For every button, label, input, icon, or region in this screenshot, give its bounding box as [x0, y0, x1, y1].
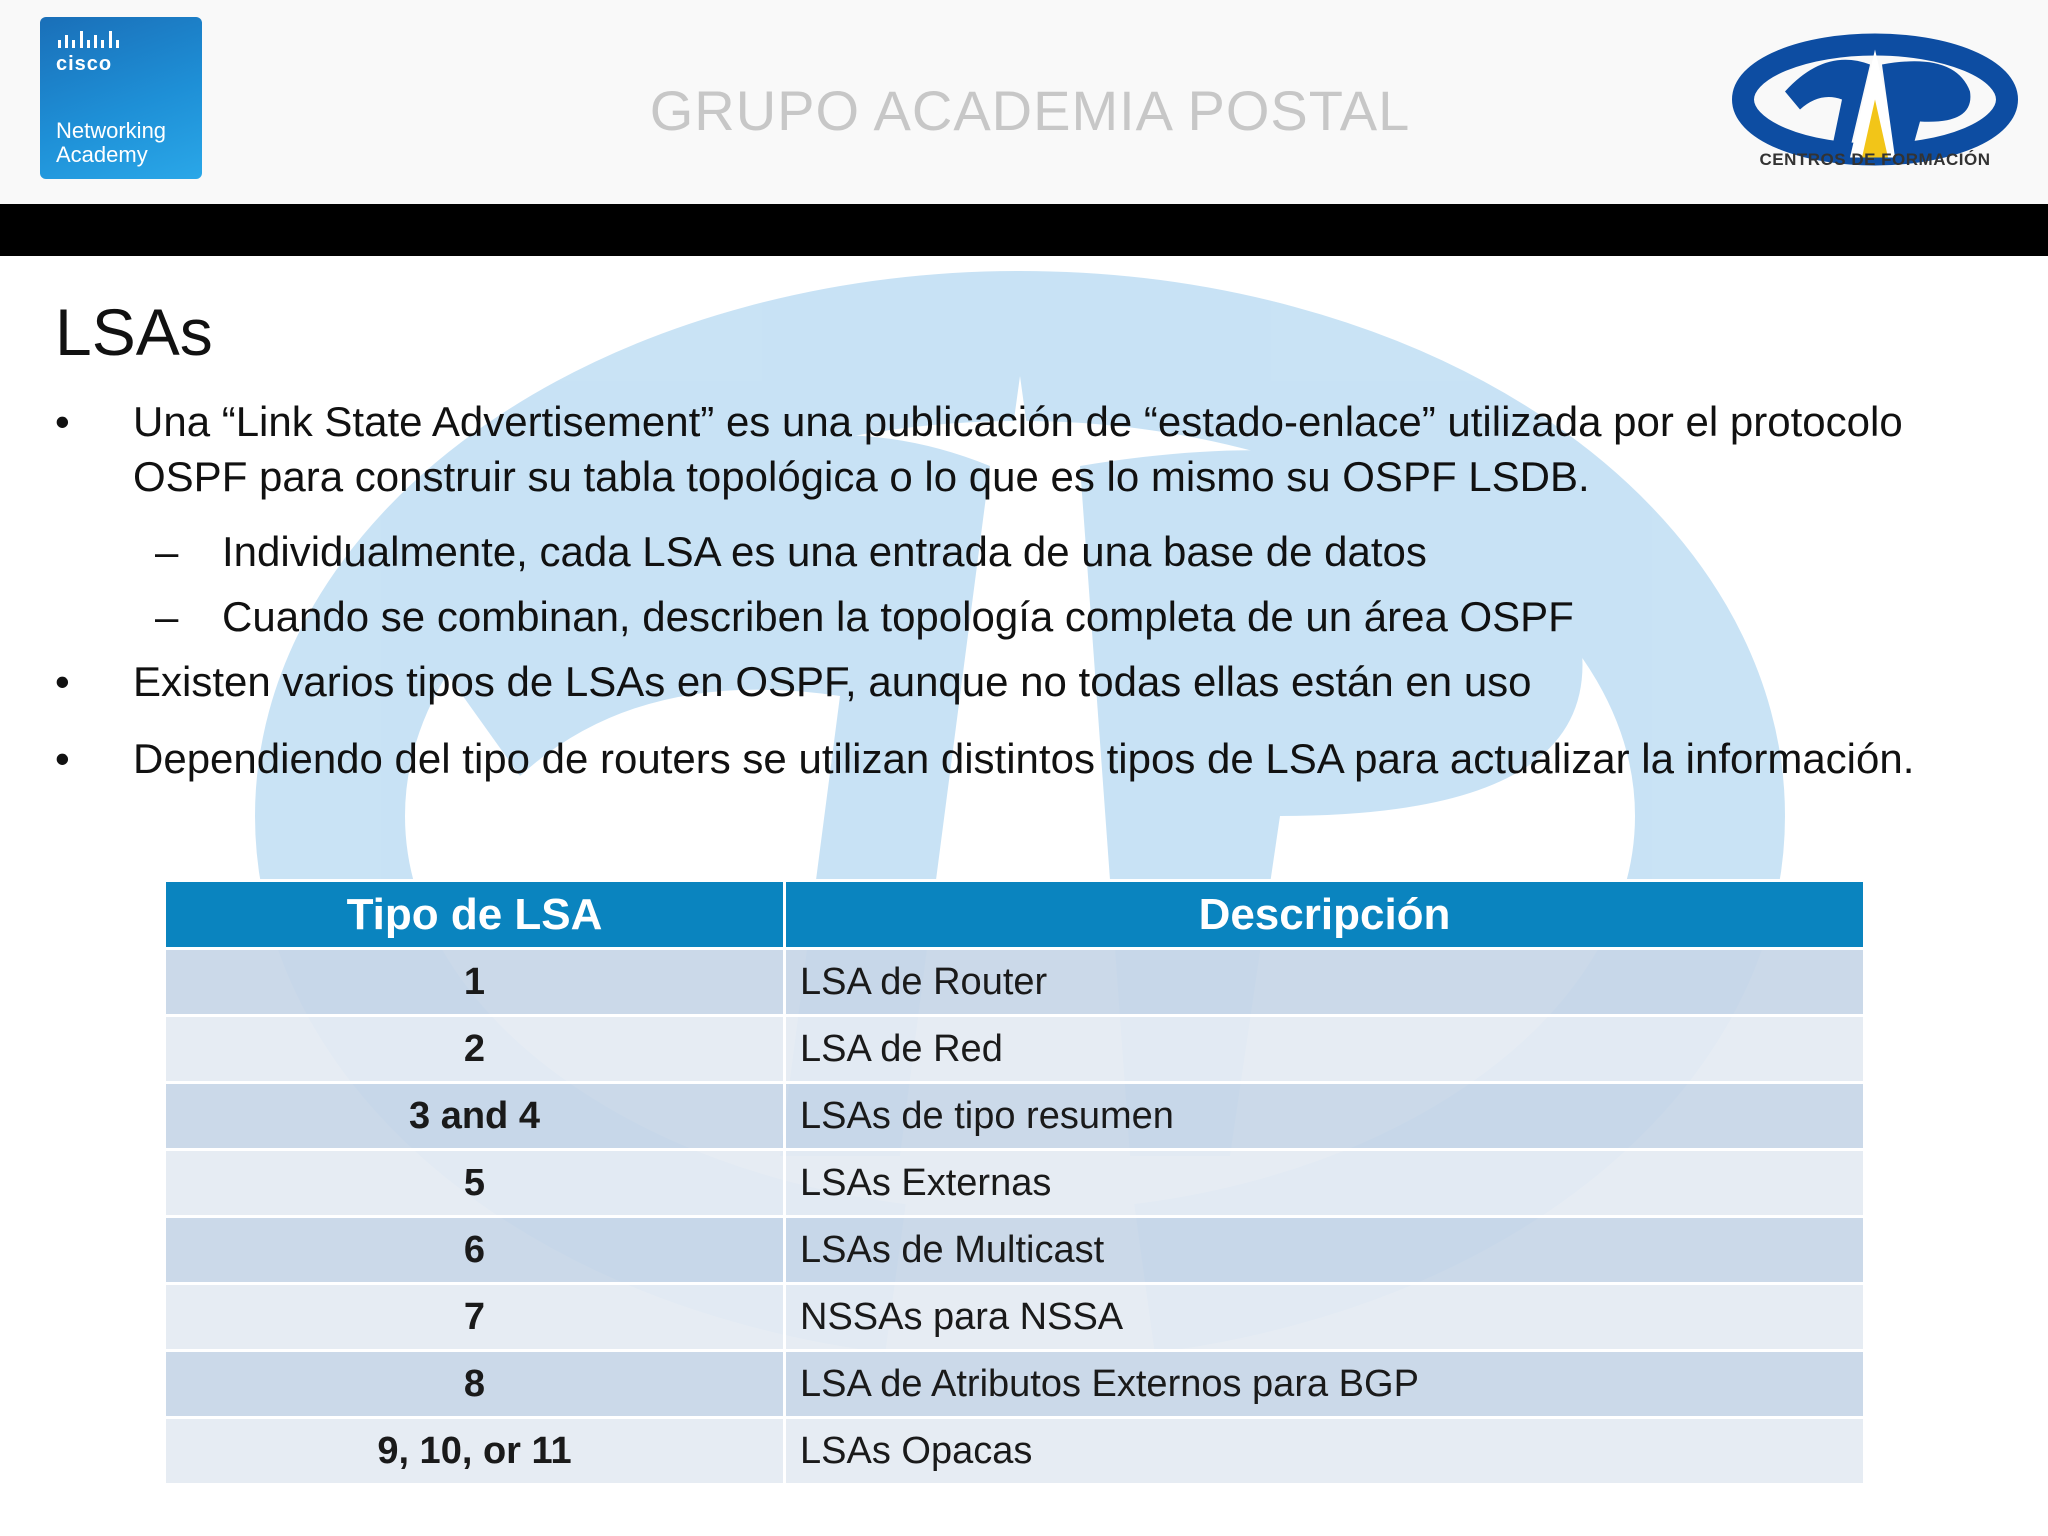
sub-bullet-text: Cuando se combinan, describen la topología completa de un área OSPF: [222, 593, 1574, 640]
lsa-description-cell: LSA de Atributos Externos para BGP: [785, 1351, 1865, 1418]
header-title: GRUPO ACADEMIA POSTAL: [649, 79, 1411, 142]
table-header-row: [165, 881, 1865, 949]
cisco-networking-academy-logo: [40, 17, 202, 179]
table-row: [165, 1083, 1865, 1150]
lsa-type-cell: 7: [165, 1284, 785, 1351]
lsa-description-cell: LSA de Red: [785, 1016, 1865, 1083]
lsa-type-cell: 2: [165, 1016, 785, 1083]
lsa-description-cell: LSAs de Multicast: [785, 1217, 1865, 1284]
bullet-mark: •: [55, 398, 70, 445]
table-row: [165, 1217, 1865, 1284]
column-header-type: Tipo de LSA: [165, 881, 785, 949]
sub-bullet-mark: –: [155, 593, 179, 640]
lsa-types-table: [163, 879, 1866, 1486]
lsa-type-cell: 8: [165, 1351, 785, 1418]
cisco-logo-subtitle: [56, 119, 166, 167]
academia-postal-caption: CENTROS DE FORMACIÓN: [1759, 150, 1991, 169]
table-row: [165, 1150, 1865, 1217]
cisco-logo-line1: Networking: [56, 118, 167, 143]
sub-bullet-mark: –: [155, 528, 179, 575]
lsa-type-cell: 9, 10, or 11: [165, 1418, 785, 1485]
table-row: [165, 1351, 1865, 1418]
slide-title: LSAs: [55, 295, 213, 369]
cisco-bars-icon: [56, 31, 136, 51]
table-row: [165, 1418, 1865, 1485]
cisco-logo-line2: Academy: [56, 142, 148, 167]
lsa-description-cell: NSSAs para NSSA: [785, 1284, 1865, 1351]
bullet-text: Dependiendo del tipo de routers se utilizan distintos tipos de LSA para actualizar la información.: [133, 735, 1915, 782]
bullet-mark: •: [55, 658, 70, 705]
lsa-type-cell: 1: [165, 949, 785, 1016]
bullet-mark: •: [55, 735, 70, 782]
sub-bullet-text: Individualmente, cada LSA es una entrada de una base de datos: [222, 528, 1427, 575]
lsa-description-cell: LSAs de tipo resumen: [785, 1083, 1865, 1150]
column-header-description: Descripción: [785, 881, 1865, 949]
bullet-text: Una “Link State Advertisement” es una publicación de “estado-enlace” utilizada por el protocolo OSPF para construir su tabla topológica o lo que es lo mismo su OSPF LSDB.: [133, 398, 1903, 500]
table-row: [165, 1284, 1865, 1351]
lsa-type-cell: 6: [165, 1217, 785, 1284]
lsa-description-cell: LSAs Opacas: [785, 1418, 1865, 1485]
table-row: [165, 949, 1865, 1016]
lsa-description-cell: LSAs Externas: [785, 1150, 1865, 1217]
header-divider-band: [0, 204, 2048, 256]
cisco-brand-text: cisco: [56, 53, 113, 75]
lsa-type-cell: 3 and 4: [165, 1083, 785, 1150]
slide-header: [0, 0, 2048, 204]
lsa-type-cell: 5: [165, 1150, 785, 1217]
lsa-description-cell: LSA de Router: [785, 949, 1865, 1016]
table-row: [165, 1016, 1865, 1083]
bullet-text: Existen varios tipos de LSAs en OSPF, aunque no todas ellas están en uso: [133, 658, 1532, 705]
